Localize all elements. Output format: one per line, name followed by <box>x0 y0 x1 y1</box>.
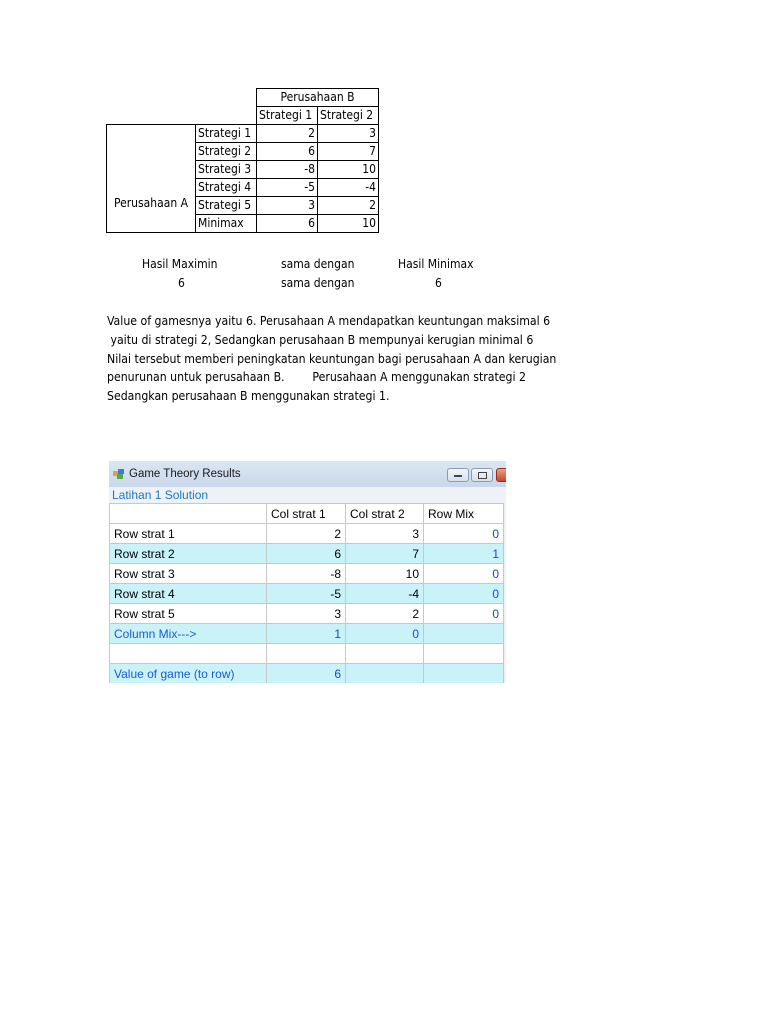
minimize-button[interactable] <box>447 468 469 482</box>
maximize-button[interactable] <box>471 468 493 482</box>
row-label: Row strat 3 <box>110 564 267 584</box>
row-label: Strategi 3 <box>196 161 257 179</box>
table-row[interactable] <box>110 524 504 544</box>
table-row[interactable] <box>110 544 504 564</box>
col-header-1: Strategi 1 <box>257 107 318 125</box>
maximize-icon <box>478 472 487 479</box>
cell-value: 3 <box>346 524 424 544</box>
header-col-strat-1: Col strat 1 <box>267 504 346 524</box>
cell-value: 7 <box>318 143 379 161</box>
cell-value: -5 <box>267 584 346 604</box>
game-theory-results-window <box>109 461 506 683</box>
header-col-strat-2: Col strat 2 <box>346 504 424 524</box>
empty-cell <box>267 644 346 664</box>
col-header-2: Strategi 2 <box>318 107 379 125</box>
table-row <box>110 504 504 524</box>
header-row-mix: Row Mix <box>424 504 504 524</box>
cell-value: 6 <box>267 544 346 564</box>
cell-value: 6 <box>257 143 318 161</box>
maximin-value: 6 <box>178 276 185 290</box>
table-row[interactable] <box>110 584 504 604</box>
solution-title: Latihan 1 Solution <box>112 488 209 502</box>
row-label: Strategi 1 <box>196 125 257 143</box>
cell-value: 2 <box>267 524 346 544</box>
row-label: Row strat 5 <box>110 604 267 624</box>
table-row[interactable] <box>110 604 504 624</box>
paragraph-line: yaitu di strategi 2, Sedangkan perusahaan B mempunyai kerugian minimal 6 <box>107 332 534 347</box>
cell-value: 2 <box>346 604 424 624</box>
maximin-label: Hasil Maximin <box>142 257 218 271</box>
table-row[interactable] <box>110 664 504 684</box>
minimize-icon <box>454 475 462 477</box>
column-mix-value: 1 <box>267 624 346 644</box>
cell-value: 2 <box>318 197 379 215</box>
empty-cell <box>110 644 267 664</box>
cell-value: 3 <box>257 197 318 215</box>
paragraph-line: Value of gamesnya yaitu 6. Perusahaan A mendapatkan keuntungan maksimal 6 <box>107 314 551 328</box>
cell-value: -4 <box>318 179 379 197</box>
empty-cell <box>346 644 424 664</box>
cell-value: -4 <box>346 584 424 604</box>
row-label: Row strat 2 <box>110 544 267 564</box>
cell-value: 7 <box>346 544 424 564</box>
table-row[interactable] <box>110 624 504 644</box>
close-button[interactable] <box>496 468 506 482</box>
cell-value: 10 <box>346 564 424 584</box>
minimax-value: 6 <box>435 276 442 290</box>
row-label: Strategi 4 <box>196 179 257 197</box>
row-mix-value: 0 <box>424 604 504 624</box>
table-row[interactable] <box>110 564 504 584</box>
row-mix-value: 1 <box>424 544 504 564</box>
explanation-paragraph <box>107 312 577 406</box>
minimax-label: Hasil Minimax <box>398 257 474 271</box>
minimax-value: 6 <box>257 215 318 233</box>
window-title: Game Theory Results <box>129 468 241 480</box>
row-mix-value: 0 <box>424 584 504 604</box>
payoff-table <box>106 88 379 233</box>
table-row[interactable] <box>110 644 504 664</box>
minimax-value: 10 <box>318 215 379 233</box>
row-label: Strategi 2 <box>196 143 257 161</box>
equal-label: sama dengan <box>281 257 355 271</box>
empty-cell <box>424 664 504 684</box>
row-label: Strategi 5 <box>196 197 257 215</box>
empty-cell <box>424 644 504 664</box>
paragraph-line: Sedangkan perusahaan B menggunakan strategi 1. <box>107 389 390 404</box>
cell-value: 3 <box>267 604 346 624</box>
cell-value: 2 <box>257 125 318 143</box>
value-of-game-label: Value of game (to row) <box>110 664 267 684</box>
row-label: Row strat 1 <box>110 524 267 544</box>
cell-value: -8 <box>257 161 318 179</box>
col-group-header: Perusahaan B <box>257 89 379 107</box>
cell-value: 3 <box>318 125 379 143</box>
paragraph-line: Nilai tersebut memberi peningkatan keuntungan bagi perusahaan A dan kerugian <box>107 351 557 366</box>
row-group-header: Perusahaan A <box>107 125 196 233</box>
header-cell <box>110 504 267 524</box>
results-grid <box>109 503 504 683</box>
title-bar[interactable] <box>109 461 506 487</box>
value-of-game-value: 6 <box>267 664 346 684</box>
column-mix-label: Column Mix---> <box>110 624 267 644</box>
cell-value: -8 <box>267 564 346 584</box>
paragraph-line: penurunan untuk perusahaan B. Perusahaan A menggunakan strategi 2 <box>107 370 526 385</box>
equal-value: sama dengan <box>281 276 355 290</box>
empty-cell <box>346 664 424 684</box>
row-mix-value: 0 <box>424 524 504 544</box>
minimax-label: Minimax <box>196 215 257 233</box>
app-icon <box>113 469 125 479</box>
row-mix-value: 0 <box>424 564 504 584</box>
cell-value: -5 <box>257 179 318 197</box>
empty-cell <box>424 624 504 644</box>
row-label: Row strat 4 <box>110 584 267 604</box>
cell-value: 10 <box>318 161 379 179</box>
column-mix-value: 0 <box>346 624 424 644</box>
